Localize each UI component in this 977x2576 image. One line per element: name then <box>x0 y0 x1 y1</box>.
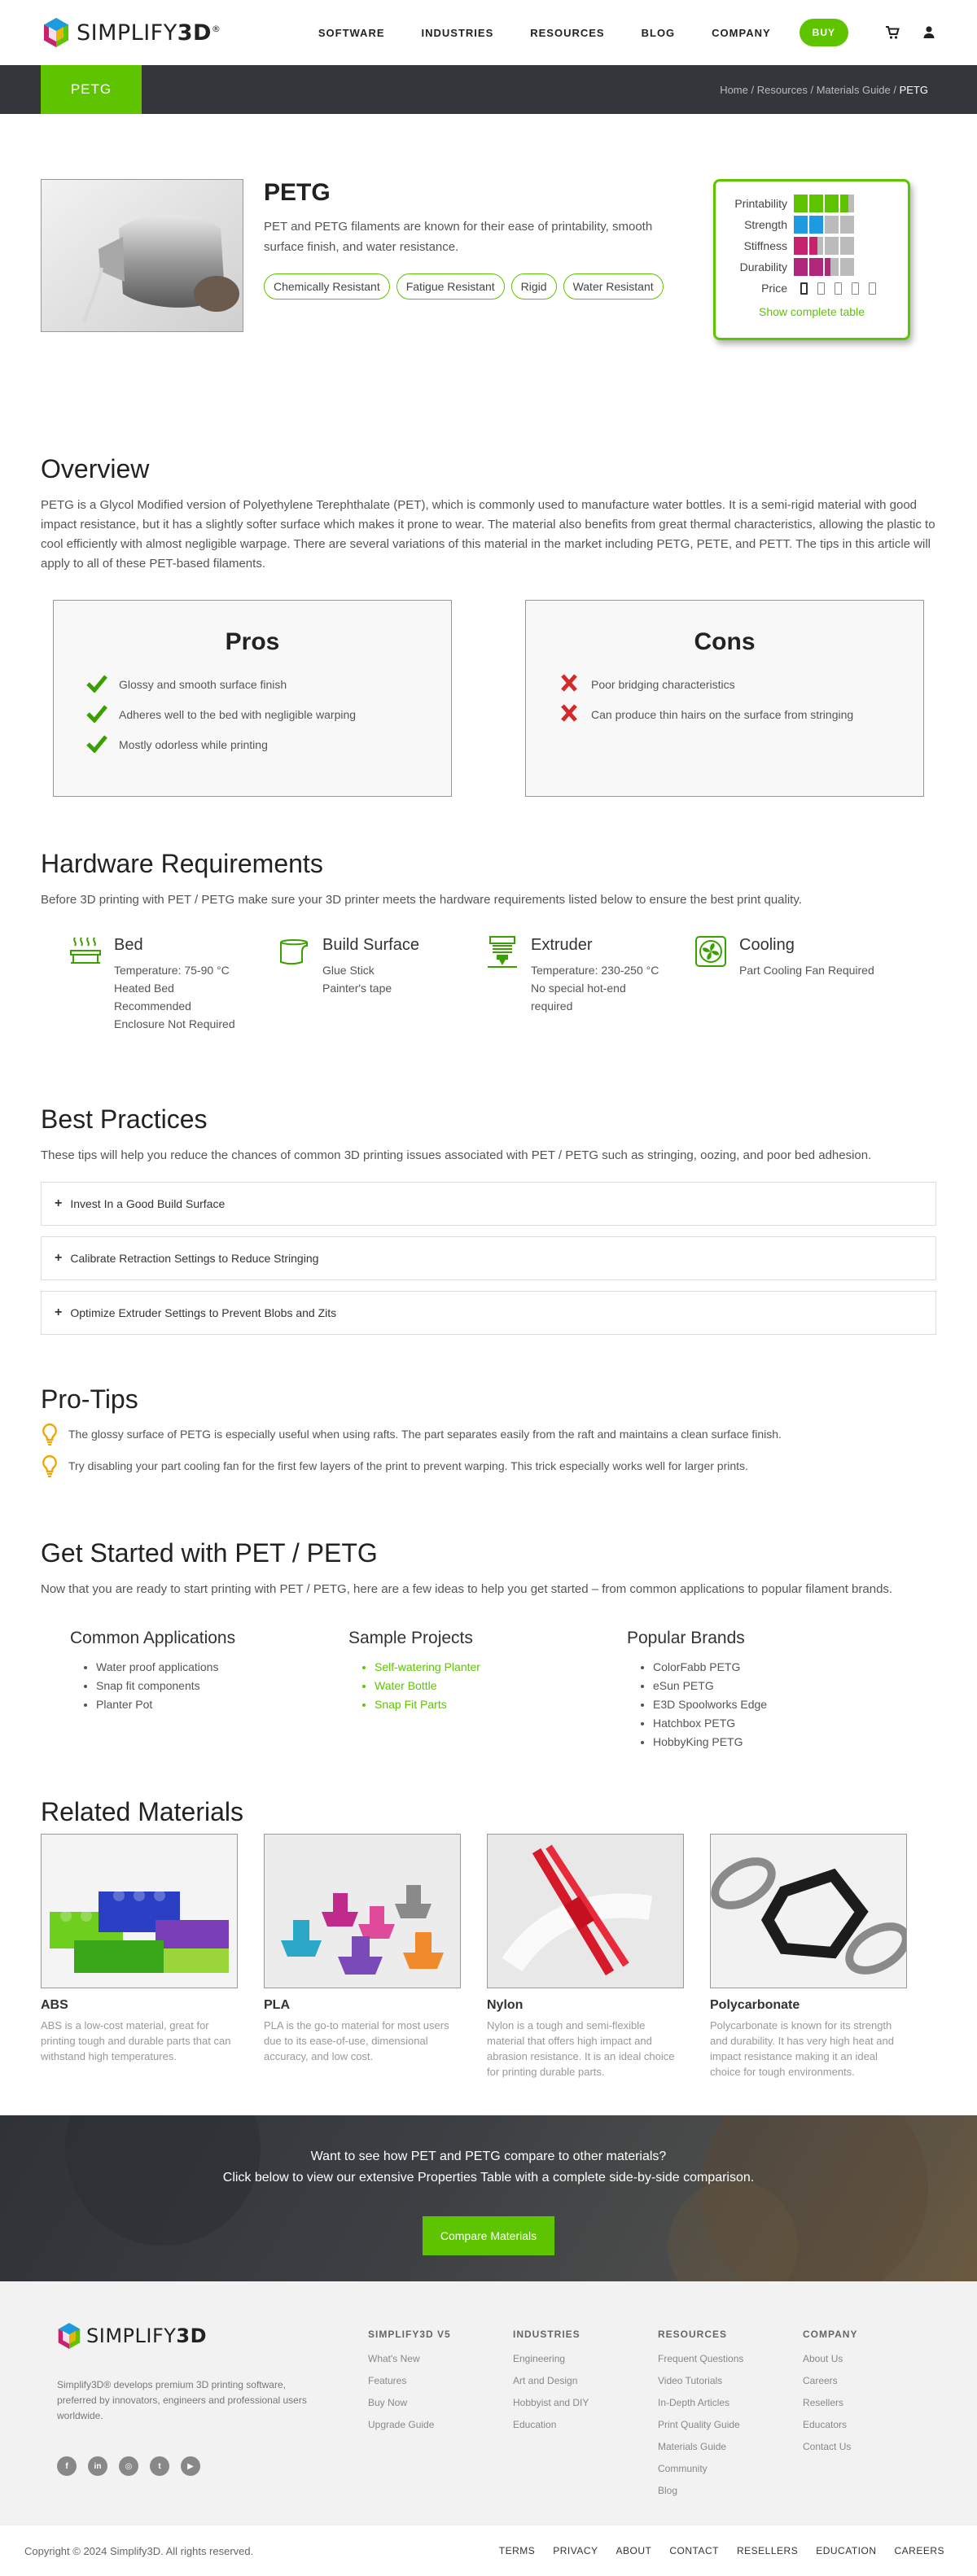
hardware-build-surface-line: Glue Stick <box>322 964 375 977</box>
cons-box <box>525 600 924 797</box>
legal-link-about[interactable]: ABOUT <box>616 2545 652 2556</box>
list-item: • Hatchbox PETG <box>653 1714 905 1733</box>
footer-link[interactable]: Educators <box>803 2419 848 2430</box>
footer-link[interactable]: Art and Design <box>513 2375 578 2386</box>
nylon-ties-illustration <box>488 1835 684 1988</box>
related-desc: Nylon is a tough and semi-flexible material that offers high impact and abrasion resistance. It is an ideal choice for printing durable parts. <box>487 2019 675 2078</box>
hardware-text: Before 3D printing with PET / PETG make sure your 3D printer meets the hardware requirements listed below to ensure the best print quality. <box>41 893 802 907</box>
rating-bar-printability <box>794 195 854 212</box>
footer-link[interactable]: Print Quality Guide <box>658 2419 740 2430</box>
nav-company[interactable]: COMPANY <box>712 26 771 39</box>
material-summary <box>264 179 687 300</box>
pro-tip-text: Try disabling your part cooling fan for the first few layers of the print to prevent warping. This trick especially works well for larger prints. <box>68 1459 748 1472</box>
main-nav <box>318 19 936 46</box>
pro-tip <box>41 1450 936 1481</box>
simplify3d-logo-icon <box>57 2322 81 2350</box>
instagram-icon[interactable]: ◎ <box>119 2456 138 2476</box>
pro-tip <box>41 1418 936 1450</box>
rating-segment <box>809 216 823 234</box>
related-materials-section <box>0 1752 977 2080</box>
price-tag-icon <box>852 282 859 295</box>
hardware-build-surface <box>277 934 485 1033</box>
rating-row-printability <box>725 193 898 214</box>
common-applications <box>70 1629 348 1752</box>
price-tag-icon <box>800 282 808 295</box>
filament-bottle-illustration <box>42 180 243 332</box>
footer-link[interactable]: In-Depth Articles <box>658 2397 730 2408</box>
best-practices-section <box>0 1033 977 1335</box>
legal-links <box>499 2545 944 2556</box>
cons-title: Cons <box>694 628 756 655</box>
price-tag-icon <box>835 282 842 295</box>
legal-link-careers[interactable]: CAREERS <box>894 2545 944 2556</box>
rating-segment <box>809 195 823 212</box>
bottom-bar <box>0 2526 977 2576</box>
material-description: PET and PETG filaments are known for their ease of printability, smooth surface finish, and water resistance. <box>264 220 653 254</box>
pros-cons <box>41 574 936 797</box>
compare-materials-button[interactable]: Compare Materials <box>423 2216 554 2255</box>
material-intro <box>0 114 977 407</box>
overview-title: Overview <box>41 454 150 483</box>
polycarbonate-chain-illustration <box>711 1835 907 1988</box>
accordion-build-surface[interactable] <box>41 1182 936 1226</box>
rating-bar-stiffness <box>794 237 854 255</box>
accordion-label: Invest In a Good Build Surface <box>70 1197 226 1210</box>
footer-link[interactable]: What's New <box>368 2353 420 2364</box>
related-name: Nylon <box>487 1998 524 2012</box>
cross-icon <box>559 703 580 725</box>
related-desc: ABS is a low-cost material, great for printing tough and durable parts that can withstand high temperatures. <box>41 2019 231 2062</box>
get-started-section <box>0 1481 977 1752</box>
price-label: Price <box>761 282 787 295</box>
hardware-bed-line: Heated Bed Recommended <box>114 982 191 1012</box>
copyright: Copyright © 2024 Simplify3D. All rights reserved. <box>24 2544 254 2557</box>
check-icon <box>86 733 107 755</box>
pla-image <box>264 1834 461 1988</box>
related-card-pla[interactable] <box>264 1834 461 2080</box>
rating-bar-durability <box>794 258 854 276</box>
footer-link[interactable]: Upgrade Guide <box>368 2419 435 2430</box>
user-icon[interactable] <box>922 25 936 40</box>
pro-tips-section <box>0 1345 977 1481</box>
pro-tip-text: The glossy surface of PETG is especially useful when using rafts. The part separates easily from the raft and maintains a clean surface finish. <box>68 1427 782 1441</box>
price-row <box>725 278 898 299</box>
rating-segment <box>825 195 839 212</box>
rating-row-stiffness <box>725 235 898 256</box>
petg-product-image <box>41 179 243 332</box>
rating-row-strength <box>725 214 898 235</box>
rating-label: Printability <box>734 197 787 210</box>
hardware-bed-line: Enclosure Not Required <box>114 1017 235 1030</box>
heated-bed-icon <box>68 934 103 969</box>
hardware-extruder-line: No special hot-end required <box>531 982 626 1012</box>
pro-tips-title: Pro-Tips <box>41 1384 138 1414</box>
list-item: • HobbyKing PETG <box>653 1733 905 1752</box>
rating-segment <box>794 195 808 212</box>
hardware-cooling-title: Cooling <box>739 936 795 954</box>
overview-text: PETG is a Glycol Modified version of Polyethylene Terephthalate (PET), which is commonly used to manufacture water bottles. It is a semi-rigid material with good impact resistance, but it has a slightly softer surface which makes it prone to wear. The material also benefits from great thermal characteristics, allowing the plastic to cool efficiently with almost negligible warpage. There are several variations of this material in the market including PETG, PETE, and PETT. The tips in this article will apply to all of these PET-based filaments. <box>41 498 935 571</box>
related-name: PLA <box>264 1998 290 2012</box>
pros-item-text: Mostly odorless while printing <box>119 737 268 751</box>
tag-chemically-resistant[interactable]: Chemically Resistant <box>264 273 390 300</box>
pros-box <box>53 600 452 797</box>
tag-fatigue-resistant[interactable]: Fatigue Resistant <box>396 273 505 300</box>
footer-link[interactable]: Frequent Questions <box>658 2353 744 2364</box>
best-practices-text: These tips will help you reduce the chances of common 3D printing issues associated with PET / PETG such as stringing, oozing, and poor bed adhesion. <box>41 1148 872 1162</box>
site-footer <box>0 2281 977 2526</box>
legal-link-contact[interactable]: CONTACT <box>669 2545 719 2556</box>
list-item: • Water proof applications <box>96 1658 348 1677</box>
plus-icon: + <box>55 1251 63 1265</box>
pros-item <box>86 729 418 759</box>
accordion-extruder-settings[interactable] <box>41 1291 936 1335</box>
footer-logo[interactable] <box>57 2322 207 2350</box>
hardware-title: Hardware Requirements <box>41 849 323 878</box>
related-card-polycarbonate[interactable] <box>710 1834 907 2080</box>
legal-link-privacy[interactable]: PRIVACY <box>553 2545 598 2556</box>
property-tags <box>264 273 687 300</box>
list-item: • Planter Pot <box>96 1695 348 1714</box>
footer-link[interactable]: Careers <box>803 2375 838 2386</box>
common-applications-title: Common Applications <box>70 1629 236 1647</box>
related-desc: Polycarbonate is known for its strength and durability. It has very high heat and impact resistance making it an ideal choice for tough environments. <box>710 2019 894 2078</box>
price-tag-icon <box>817 282 825 295</box>
tag-rigid[interactable]: Rigid <box>511 273 557 300</box>
footer-link[interactable]: About Us <box>803 2353 843 2364</box>
nav-industries[interactable]: INDUSTRIES <box>421 26 494 39</box>
footer-col-title: RESOURCES <box>658 2329 728 2340</box>
pla-benchy-illustration <box>265 1835 461 1988</box>
popular-brands <box>627 1629 905 1752</box>
nav-resources[interactable]: RESOURCES <box>530 26 605 39</box>
ratings-panel <box>713 179 910 340</box>
footer-link[interactable]: Blog <box>658 2485 678 2496</box>
list-item[interactable]: • Snap Fit Parts <box>375 1695 627 1714</box>
social-links <box>57 2456 200 2476</box>
linkedin-icon[interactable]: in <box>88 2456 107 2476</box>
page-title-bar <box>0 65 977 114</box>
pros-title: Pros <box>225 628 280 655</box>
footer-col-title: INDUSTRIES <box>513 2329 581 2340</box>
compare-cta <box>0 2115 977 2281</box>
cta-line-2: Click below to view our extensive Properties Table with a complete side-by-side comparison. <box>222 2171 755 2185</box>
rating-segment <box>825 216 839 234</box>
footer-col-simplify3d <box>368 2329 506 2436</box>
get-started-title: Get Started with PET / PETG <box>41 1538 378 1568</box>
list-item: • eSun PETG <box>653 1677 905 1695</box>
cons-item <box>559 699 891 729</box>
rating-segment <box>825 237 839 255</box>
accordion-retraction[interactable] <box>41 1236 936 1280</box>
check-icon <box>86 673 107 695</box>
rating-segment <box>840 195 854 212</box>
related-desc: PLA is the go-to material for most users due to its ease-of-use, dimensional accuracy, and low cost. <box>264 2019 449 2062</box>
rating-segment <box>794 216 808 234</box>
footer-link[interactable]: Resellers <box>803 2397 844 2408</box>
get-started-text: Now that you are ready to start printing with PET / PETG, here are a few ideas to help you get started – from common applications to popular filament brands. <box>41 1582 893 1596</box>
hardware-extruder-title: Extruder <box>531 936 593 954</box>
cta-line-1: Want to see how PET and PETG compare to other materials? <box>310 2150 667 2163</box>
hardware-extruder <box>485 934 694 1033</box>
breadcrumb-materials-guide[interactable]: Materials Guide <box>816 83 891 96</box>
hardware-cooling <box>694 934 902 1033</box>
hardware-bed-title: Bed <box>114 936 143 954</box>
footer-link[interactable]: Education <box>513 2419 557 2430</box>
buy-button[interactable]: BUY <box>800 19 848 46</box>
breadcrumb-home[interactable]: Home <box>720 83 748 96</box>
footer-link[interactable]: Community <box>658 2463 708 2474</box>
check-icon <box>86 703 107 725</box>
footer-col-company <box>803 2329 941 2458</box>
polycarbonate-image <box>710 1834 907 1988</box>
rating-segment <box>840 258 854 276</box>
hardware-extruder-line: Temperature: 230-250 °C <box>531 964 659 977</box>
rating-label: Durability <box>739 260 787 273</box>
footer-link[interactable]: Video Tutorials <box>658 2375 723 2386</box>
rating-segment <box>794 258 808 276</box>
cons-item <box>559 669 891 699</box>
legal-link-education[interactable]: EDUCATION <box>816 2545 877 2556</box>
best-practices-title: Best Practices <box>41 1104 208 1134</box>
footer-about: Simplify3D® develops premium 3D printing software, preferred by innovators, engineers and professional users worldwide. <box>57 2379 307 2421</box>
breadcrumb: Home / Resources / Materials Guide / PETG <box>720 83 928 96</box>
lightbulb-icon <box>41 1423 59 1445</box>
best-practices-accordion <box>41 1182 936 1335</box>
footer-link[interactable]: Features <box>368 2375 407 2386</box>
related-card-nylon[interactable] <box>487 1834 684 2080</box>
breadcrumb-current: PETG <box>899 83 928 96</box>
footer-logo-text: SIMPLIFY3D <box>86 2325 208 2347</box>
hardware-build-surface-title: Build Surface <box>322 936 419 954</box>
extruder-icon <box>485 934 519 969</box>
related-materials-title: Related Materials <box>41 1797 243 1826</box>
list-item: • ColorFabb PETG <box>653 1658 905 1677</box>
lightbulb-icon <box>41 1454 59 1477</box>
footer-col-resources <box>658 2329 796 2502</box>
sample-projects-title: Sample Projects <box>348 1629 473 1647</box>
abs-bricks-illustration <box>42 1835 238 1988</box>
page-title-tab: PETG <box>41 65 142 114</box>
pros-item <box>86 669 418 699</box>
hardware-bed-line: Temperature: 75-90 °C <box>114 964 230 977</box>
price-tag-icon <box>869 282 876 295</box>
cons-item-text: Can produce thin hairs on the surface from stringing <box>591 707 854 721</box>
pros-item <box>86 699 418 729</box>
related-card-abs[interactable] <box>41 1834 238 2080</box>
cons-item-text: Poor bridging characteristics <box>591 677 735 691</box>
breadcrumb-resources[interactable]: Resources <box>756 83 808 96</box>
rating-segment <box>840 237 854 255</box>
show-complete-table-link[interactable]: Show complete table <box>759 305 865 318</box>
related-materials-grid <box>41 1834 936 2080</box>
plus-icon: + <box>55 1196 63 1210</box>
rating-segment <box>825 258 839 276</box>
legal-link-terms[interactable]: TERMS <box>498 2545 536 2556</box>
overview-section <box>0 407 977 797</box>
rating-label: Strength <box>744 218 787 231</box>
footer-link[interactable]: Hobbyist and DIY <box>513 2397 589 2408</box>
price-indicator <box>794 282 876 295</box>
simplify3d-logo[interactable] <box>42 17 221 48</box>
related-name: ABS <box>41 1998 68 2012</box>
rating-label: Stiffness <box>743 239 787 252</box>
related-name: Polycarbonate <box>710 1998 800 2012</box>
accordion-label: Calibrate Retraction Settings to Reduce Stringing <box>70 1252 319 1265</box>
pros-item-text: Glossy and smooth surface finish <box>119 677 287 691</box>
plus-icon: + <box>55 1305 63 1319</box>
rating-row-durability <box>725 256 898 278</box>
nylon-image <box>487 1834 684 1988</box>
hardware-bed <box>68 934 277 1033</box>
footer-col-title: SIMPLIFY3D V5 <box>368 2329 451 2340</box>
build-surface-icon <box>277 934 311 969</box>
popular-brands-title: Popular Brands <box>627 1629 745 1647</box>
hardware-cooling-line: Part Cooling Fan Required <box>739 964 874 977</box>
pros-item-text: Adheres well to the bed with negligible warping <box>119 707 357 721</box>
site-header <box>0 0 977 65</box>
list-item[interactable]: • Self-watering Planter <box>375 1658 627 1677</box>
nav-software[interactable]: SOFTWARE <box>318 26 385 39</box>
rating-segment <box>809 237 823 255</box>
cart-icon[interactable] <box>885 25 900 40</box>
rating-bar-strength <box>794 216 854 234</box>
nav-blog[interactable]: BLOG <box>641 26 676 39</box>
material-title: PETG <box>264 179 331 206</box>
legal-link-resellers[interactable]: RESELLERS <box>737 2545 799 2556</box>
list-item: • E3D Spoolworks Edge <box>653 1695 905 1714</box>
rating-segment <box>809 258 823 276</box>
simplify3d-logo-icon <box>42 17 70 48</box>
sample-projects <box>348 1629 627 1752</box>
accordion-label: Optimize Extruder Settings to Prevent Blobs and Zits <box>70 1306 337 1319</box>
logo-text: SIMPLIFY3D® <box>77 20 221 46</box>
footer-col-title: COMPANY <box>803 2329 858 2340</box>
footer-col-industries <box>513 2329 651 2436</box>
footer-link[interactable]: Materials Guide <box>658 2441 727 2452</box>
cross-icon <box>559 673 580 695</box>
twitter-icon[interactable]: t <box>150 2456 169 2476</box>
footer-link[interactable]: Buy Now <box>368 2397 408 2408</box>
footer-link[interactable]: Engineering <box>513 2353 566 2364</box>
tag-water-resistant[interactable]: Water Resistant <box>563 273 664 300</box>
rating-segment <box>794 237 808 255</box>
get-started-grid <box>41 1599 936 1752</box>
list-item[interactable]: • Water Bottle <box>375 1677 627 1695</box>
facebook-icon[interactable]: f <box>57 2456 77 2476</box>
hardware-build-surface-line: Painter's tape <box>322 982 392 995</box>
footer-link[interactable]: Contact Us <box>803 2441 852 2452</box>
list-item: • Snap fit components <box>96 1677 348 1695</box>
cooling-fan-icon <box>694 934 728 969</box>
abs-image <box>41 1834 238 1988</box>
rating-segment <box>840 216 854 234</box>
youtube-icon[interactable]: ▶ <box>181 2456 200 2476</box>
hardware-section <box>0 797 977 1033</box>
hardware-grid <box>41 910 936 1033</box>
cta-background-art <box>0 2115 977 2281</box>
